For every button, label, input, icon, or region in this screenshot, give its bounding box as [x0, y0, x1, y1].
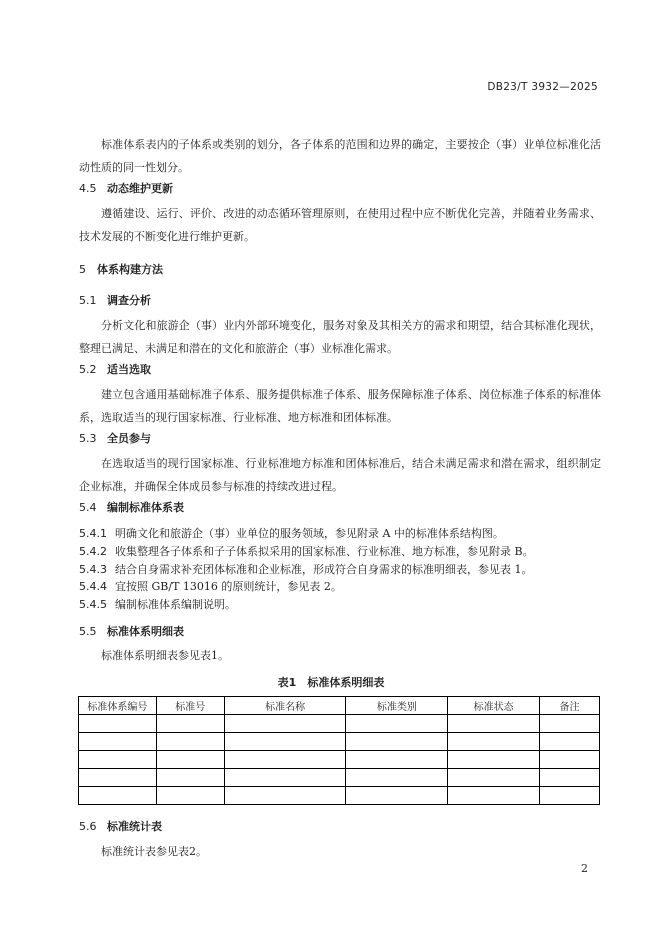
table-cell	[79, 787, 157, 805]
column-header: 标准类别	[346, 697, 448, 715]
table-cell	[346, 751, 448, 769]
table-1-title: 表1 标准体系明细表	[277, 676, 385, 689]
paragraph-5-5: 标准体系明细表参见表1。	[101, 649, 229, 662]
item-text: 编制标准体系编制说明。	[115, 598, 236, 611]
heading-title: 调查分析	[107, 294, 151, 307]
item-text: 收集整理各子体系和子子体系拟采用的国家标准、行业标准、地方标准，参见附录 B。	[115, 545, 534, 558]
heading-5	[79, 261, 163, 277]
column-header: 标准状态	[448, 697, 540, 715]
table-cell	[448, 787, 540, 805]
item-text: 结合自身需求补充团体标准和企业标准，形成符合自身需求的标准明细表，参见表 1。	[115, 563, 533, 576]
standard-code: DB23/T 3932—2025	[487, 81, 598, 93]
heading-number: 5.2	[79, 363, 97, 376]
heading-number: 5	[79, 263, 86, 276]
heading-5-3	[79, 430, 151, 446]
list-item-5-4-3	[79, 561, 533, 577]
table-cell	[540, 715, 600, 733]
heading-number: 5.5	[79, 625, 97, 638]
table-cell	[156, 715, 224, 733]
table-cell	[224, 733, 346, 751]
item-text: 明确文化和旅游企（事）业单位的服务领域，参见附录 A 中的标准体系结构图。	[115, 527, 504, 540]
standard-detail-table	[78, 696, 600, 805]
heading-title: 体系构建方法	[97, 263, 163, 276]
column-header: 备注	[540, 697, 600, 715]
heading-title: 标准体系明细表	[107, 625, 184, 638]
paragraph-4-5: 遵循建设、运行、评价、改进的动态循环管理原则，在使用过程中应不断优化完善，并随着业务需求、技术发展的不断变化进行维护更新。	[79, 207, 601, 243]
heading-title: 标准统计表	[107, 820, 162, 833]
heading-5-5	[79, 623, 184, 639]
heading-5-4	[79, 499, 184, 515]
item-number: 5.4.2	[79, 545, 107, 558]
paragraph-5-1: 分析文化和旅游企（事）业内外部环境变化，服务对象及其相关方的需求和期望，结合其标准化现状，整理已满足、未满足和潜在的文化和旅游企（事）业标准化需求。	[79, 319, 601, 355]
heading-number: 5.4	[79, 501, 97, 514]
item-text: 宜按照 GB/T 13016 的原则统计，参见表 2。	[115, 580, 342, 593]
table-cell	[224, 715, 346, 733]
paragraph-5-3: 在选取适当的现行国家标准、行业标准地方标准和团体标准后，结合未满足需求和潜在需求，组织制定企业标准，并确保全体成员参与标准的持续改进过程。	[79, 457, 601, 493]
paragraph-5-6: 标准统计表参见表2。	[101, 845, 207, 858]
table-cell	[79, 751, 157, 769]
table-cell	[156, 751, 224, 769]
table-cell	[346, 787, 448, 805]
paragraph-5-2: 建立包含通用基础标准子体系、服务提供标准子体系、服务保障标准子体系、岗位标准子体系的标准体系，选取适当的现行国家标准、行业标准、地方标准和团体标准。	[79, 388, 601, 424]
table-row	[79, 733, 600, 751]
table-cell	[448, 751, 540, 769]
table-cell	[156, 733, 224, 751]
table-row	[79, 751, 600, 769]
heading-number: 5.3	[79, 432, 97, 445]
table-cell	[540, 787, 600, 805]
table-cell	[346, 715, 448, 733]
item-number: 5.4.1	[79, 527, 107, 540]
heading-number: 4.5	[79, 182, 97, 195]
table-row	[79, 715, 600, 733]
table-cell	[156, 787, 224, 805]
item-number: 5.4.5	[79, 598, 107, 611]
table-cell	[540, 733, 600, 751]
intro-paragraph: 标准体系表内的子体系或类别的划分，各子体系的范围和边界的确定，主要按企（事）业单位标准化活动性质的同一性划分。	[79, 138, 601, 174]
heading-title: 全员参与	[107, 432, 151, 445]
table-cell	[79, 715, 157, 733]
table-cell	[156, 769, 224, 787]
list-item-5-4-1	[79, 525, 504, 541]
table-cell	[448, 715, 540, 733]
list-item-5-4-5	[79, 596, 236, 612]
heading-4-5	[79, 180, 173, 196]
heading-title: 适当选取	[107, 363, 151, 376]
table-cell	[79, 769, 157, 787]
heading-5-1	[79, 292, 151, 308]
column-header: 标准号	[156, 697, 224, 715]
list-item-5-4-4	[79, 578, 342, 594]
heading-number: 5.6	[79, 820, 97, 833]
table-row	[79, 769, 600, 787]
page-number: 2	[581, 862, 588, 875]
table-cell	[224, 769, 346, 787]
list-item-5-4-2	[79, 543, 534, 559]
heading-5-6	[79, 818, 162, 834]
table-cell	[540, 751, 600, 769]
heading-title: 动态维护更新	[107, 182, 173, 195]
table-cell	[346, 733, 448, 751]
column-header: 标准名称	[224, 697, 346, 715]
heading-5-2	[79, 361, 151, 377]
item-number: 5.4.4	[79, 580, 107, 593]
table-cell	[448, 769, 540, 787]
table-cell	[224, 787, 346, 805]
item-number: 5.4.3	[79, 563, 107, 576]
column-header: 标准体系编号	[79, 697, 157, 715]
heading-title: 编制标准体系表	[107, 501, 184, 514]
table-cell	[540, 769, 600, 787]
table-header-row	[79, 697, 600, 715]
table-row	[79, 787, 600, 805]
table-cell	[79, 733, 157, 751]
table-cell	[224, 751, 346, 769]
table-cell	[346, 769, 448, 787]
heading-number: 5.1	[79, 294, 97, 307]
table-cell	[448, 733, 540, 751]
